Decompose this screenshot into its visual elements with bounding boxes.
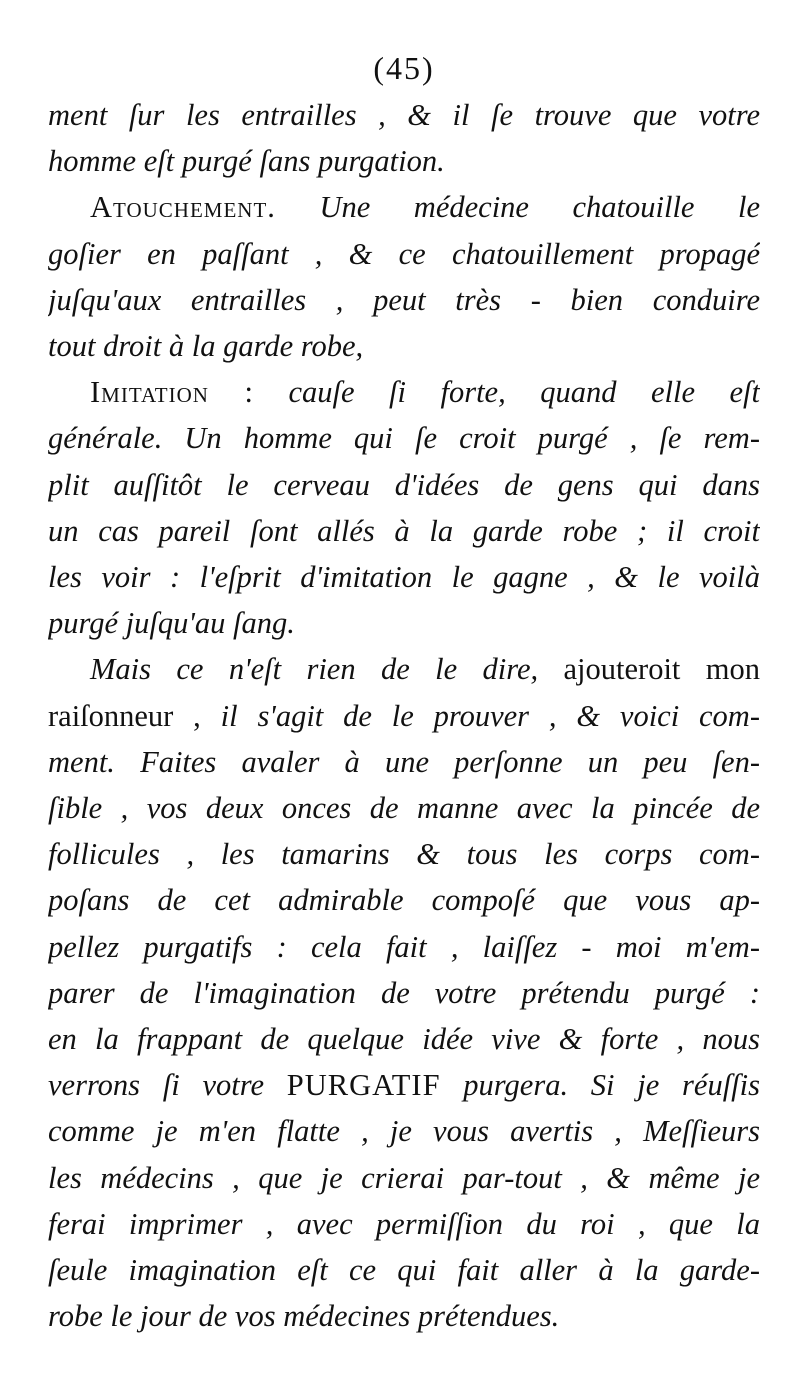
text-line — [48, 646, 760, 692]
text-run: purgera. Si je réuſſis — [440, 1068, 760, 1103]
text-run: robe le jour de vos médecines prétendues. — [48, 1299, 560, 1334]
text-run: les voir : l'eſprit d'imitation le gagne , & le voilà — [48, 560, 760, 595]
text-run: homme eſt purgé ſans purgation. — [48, 144, 445, 179]
text-run: ſeule imagination eſt ce qui fait aller à la garde- — [48, 1253, 760, 1288]
text-line — [48, 323, 760, 369]
text-run: comme je m'en flatte , je vous avertis , Meſſieurs — [48, 1114, 760, 1149]
text-line — [48, 600, 760, 646]
text-line — [48, 877, 760, 923]
text-run: raiſonneur , — [48, 698, 201, 733]
text-run: Imitation : — [90, 375, 254, 410]
text-line — [48, 231, 760, 277]
text-run: ſible , vos deux onces de manne avec la pincée de — [48, 791, 760, 826]
text-line — [48, 1016, 760, 1062]
text-run: verrons ſi votre — [48, 1068, 287, 1103]
text-run: un cas pareil ſont allés à la garde robe ; il croit — [48, 513, 760, 548]
text-line — [48, 970, 760, 1016]
text-line — [48, 693, 760, 739]
text-line — [48, 554, 760, 600]
text-run: plit auſſitôt le cerveau d'idées de gens qui dans — [48, 467, 760, 502]
page-number: (45) — [373, 50, 435, 86]
text-run: parer de l'imagination de votre prétendu purgé : — [48, 975, 760, 1010]
text-run: goſier en paſſant , & ce chatouillement propagé — [48, 236, 760, 271]
text-run: pellez purgatifs : cela fait , laiſſez - moi m'em- — [48, 929, 760, 964]
text-line — [48, 924, 760, 970]
text-line — [48, 1108, 760, 1154]
text-line — [48, 1062, 760, 1108]
text-run: cauſe ſi forte, quand elle eſt — [253, 375, 760, 410]
text-run: ajouteroit mon — [538, 652, 760, 687]
text-run: ment ſur les entrailles , & il ſe trouve que votre — [48, 98, 760, 132]
text-line — [48, 1155, 760, 1201]
text-line — [48, 739, 760, 785]
text-line — [48, 785, 760, 831]
text-run: tout droit à la garde robe, — [48, 329, 364, 364]
text-line — [48, 369, 760, 415]
text-run: générale. Un homme qui ſe croit purgé , ſe rem- — [48, 421, 760, 456]
text-run: PURGATIF — [286, 1068, 441, 1103]
text-run: en la frappant de quelque idée vive & forte , nous — [48, 1022, 760, 1057]
body-text — [48, 92, 760, 1339]
text-run: poſans de cet admirable compoſé que vous ap- — [48, 883, 760, 918]
text-run: les médecins , que je crierai par-tout , & même je — [48, 1160, 760, 1195]
text-run: Mais ce n'eſt rien de le dire, — [90, 652, 539, 687]
text-line — [48, 415, 760, 461]
text-run: follicules , les tamarins & tous les corps com- — [48, 837, 760, 872]
text-run: ment. Faites avaler à une perſonne un peu ſen- — [48, 744, 760, 779]
text-line — [48, 277, 760, 323]
text-run: Atouchement. — [90, 190, 276, 225]
text-run: Une médecine chatouille le — [275, 190, 760, 225]
text-line — [48, 184, 760, 230]
text-line — [48, 92, 760, 138]
text-line — [48, 1201, 760, 1247]
text-run: il s'agit de le prouver , & voici com- — [200, 698, 760, 733]
text-run: juſqu'aux entrailles , peut très - bien conduire — [48, 282, 760, 317]
text-line — [48, 831, 760, 877]
text-line — [48, 462, 760, 508]
text-run: purgé juſqu'au ſang. — [48, 606, 295, 641]
text-line — [48, 508, 760, 554]
text-line — [48, 138, 760, 184]
text-run: ferai imprimer , avec permiſſion du roi , que la — [48, 1206, 760, 1241]
text-line — [48, 1247, 760, 1293]
text-line — [48, 1293, 760, 1339]
